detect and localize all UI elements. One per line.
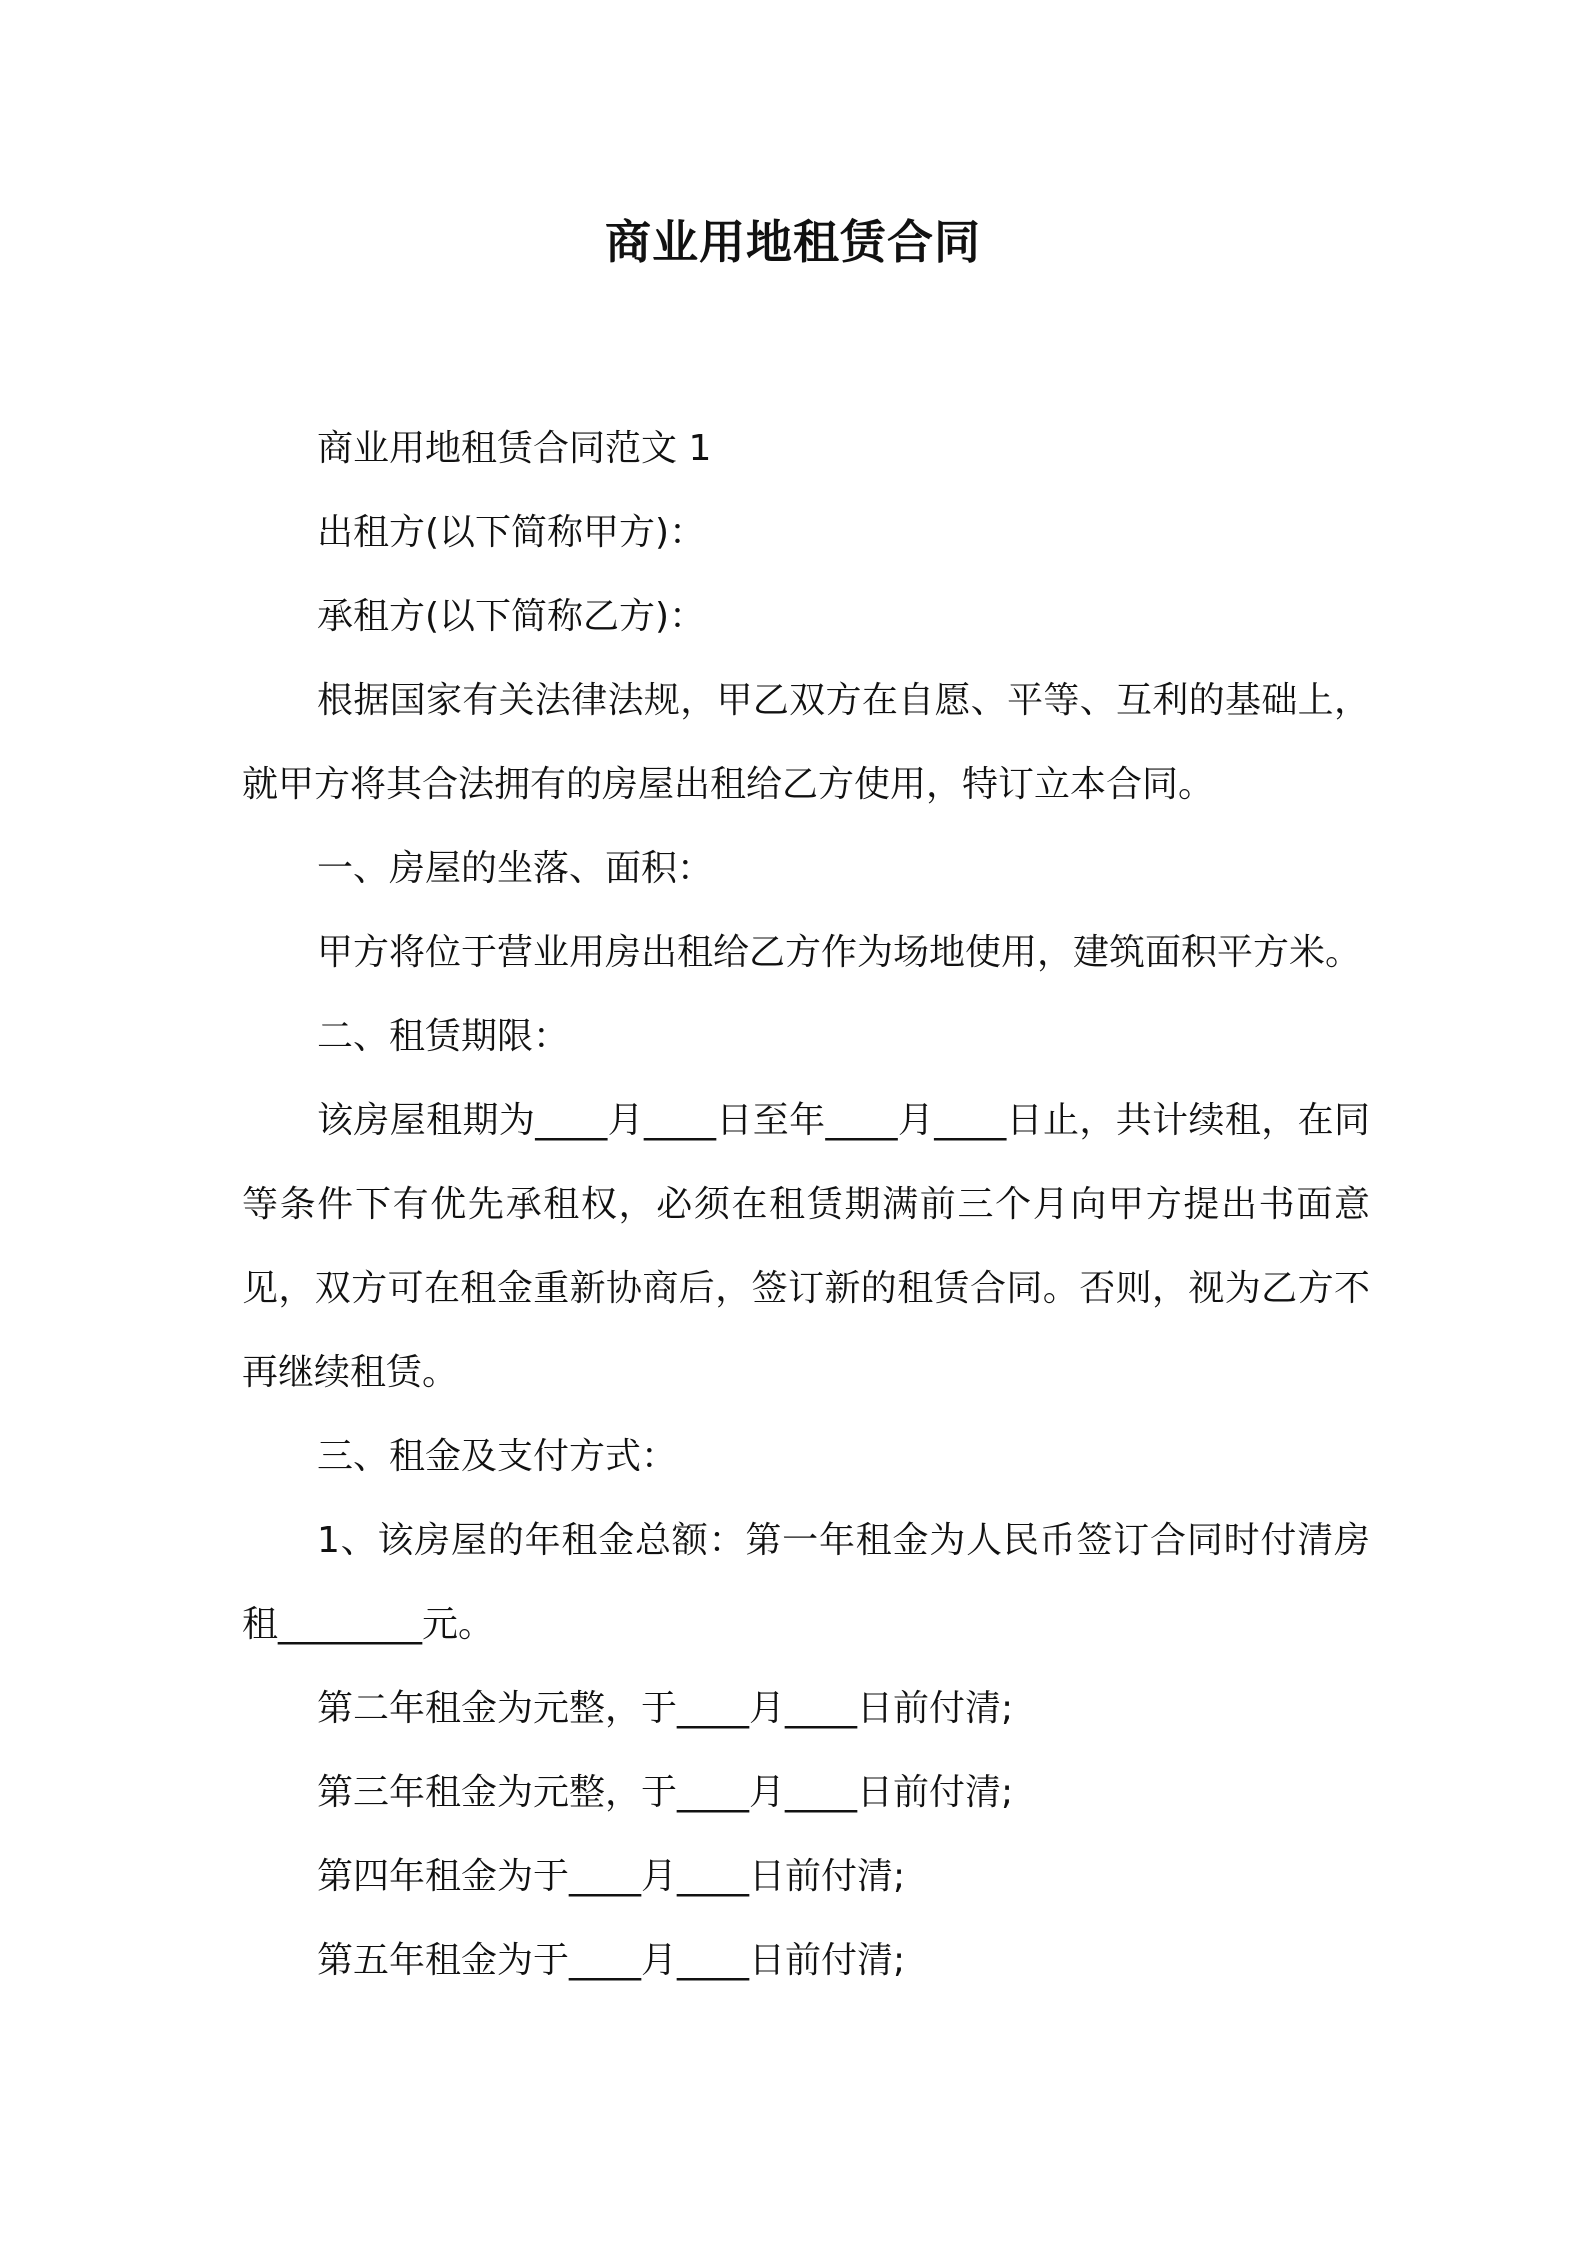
paragraph-location-area: 甲方将位于营业用房出租给乙方作为场地使用，建筑面积平方米。 <box>317 932 1362 973</box>
paragraph-lessee: 承租方(以下简称乙方)： <box>317 596 706 637</box>
paragraph-rent-year-4: 第四年租金为于____月____日前付清; <box>317 1856 906 1897</box>
section-heading-rent-payment: 三、租金及支付方式： <box>317 1436 678 1477</box>
section-heading-lease-term: 二、租赁期限： <box>317 1016 570 1057</box>
document-title: 商业用地租赁合同 <box>605 215 981 269</box>
paragraph-rent-year-3: 第三年租金为元整，于____月____日前付清; <box>317 1772 1014 1813</box>
paragraph-lessor: 出租方(以下简称甲方)： <box>317 512 706 553</box>
paragraph-rent-year-1: 1、该房屋的年租金总额：第一年租金为人民币签订合同时付清房租________元。 <box>242 1520 1370 1645</box>
paragraph-sample-heading: 商业用地租赁合同范文 1 <box>317 428 712 469</box>
paragraph-preamble: 根据国家有关法律法规，甲乙双方在自愿、平等、互利的基础上，就甲方将其合法拥有的房屋出租给乙方使用，特订立本合同。 <box>242 680 1370 805</box>
section-heading-location-area: 一、房屋的坐落、面积： <box>317 848 714 889</box>
document-body <box>242 407 1370 2003</box>
paragraph-lease-term: 该房屋租期为____月____日至年____月____日止，共计续租，在同等条件下有优先承租权，必须在租赁期满前三个月向甲方提出书面意见，双方可在租金重新协商后，签订新的租赁合同。否则，视为乙方不再继续租赁。 <box>242 1100 1370 1393</box>
paragraph-rent-year-2: 第二年租金为元整，于____月____日前付清; <box>317 1688 1014 1729</box>
paragraph-rent-year-5: 第五年租金为于____月____日前付清; <box>317 1940 906 1981</box>
